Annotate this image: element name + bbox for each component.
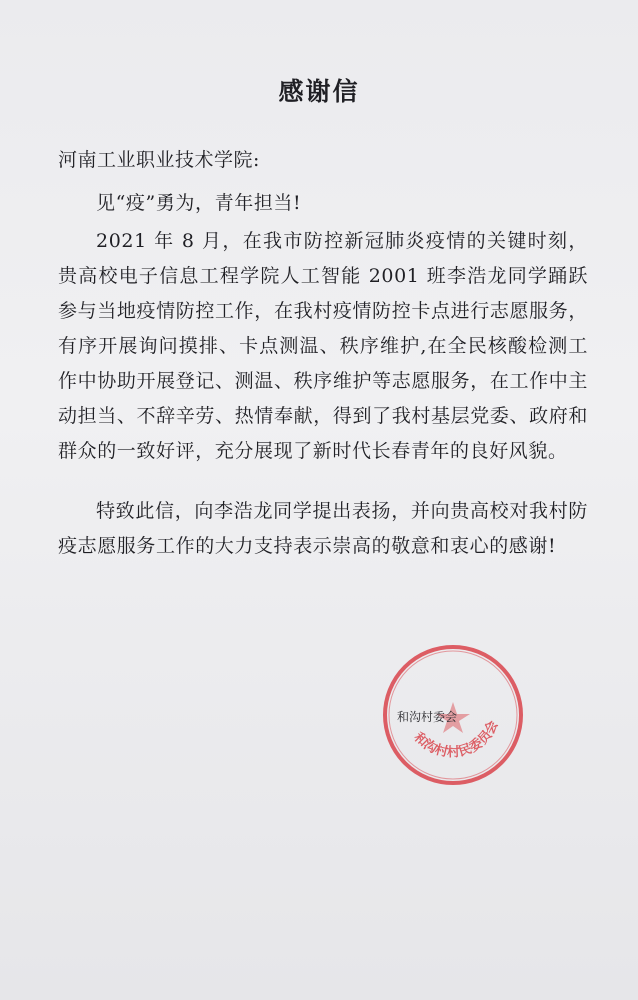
- letter-paragraph-3: 特致此信，向李浩龙同学提出表扬，并向贵高校对我村防疫志愿服务工作的大力支持表示崇高的敬意和衷心的感谢!: [58, 500, 588, 557]
- letter-signature: 和沟村委会: [397, 710, 458, 724]
- letter-paragraph-2: 2021 年 8 月，在我市防控新冠肺炎疫情的关键时刻，贵高校电子信息工程学院人工智能 2001 班李浩龙同学踊跃参与当地疫情防控工作，在我村疫情防控卡点进行志愿服务，有序开展询问摸排、卡点测温、秩序维护,在全民核酸检测工作中协助开展登记、测温、秩序维护等志愿服务，在工作中主动担当、不辞辛劳、热情奉献，得到了我村基层党委、政府和群众的一致好评，充分展现了新时代长春青年的良好风貌。: [58, 230, 588, 462]
- letter-title: 感谢信: [278, 77, 360, 106]
- letter-paragraph-1: 见“疫”勇为，青年担当!: [96, 192, 302, 214]
- seal-text: 和沟村村民委员会: [410, 718, 502, 761]
- letter-salutation: 河南工业职业技术学院:: [58, 149, 260, 171]
